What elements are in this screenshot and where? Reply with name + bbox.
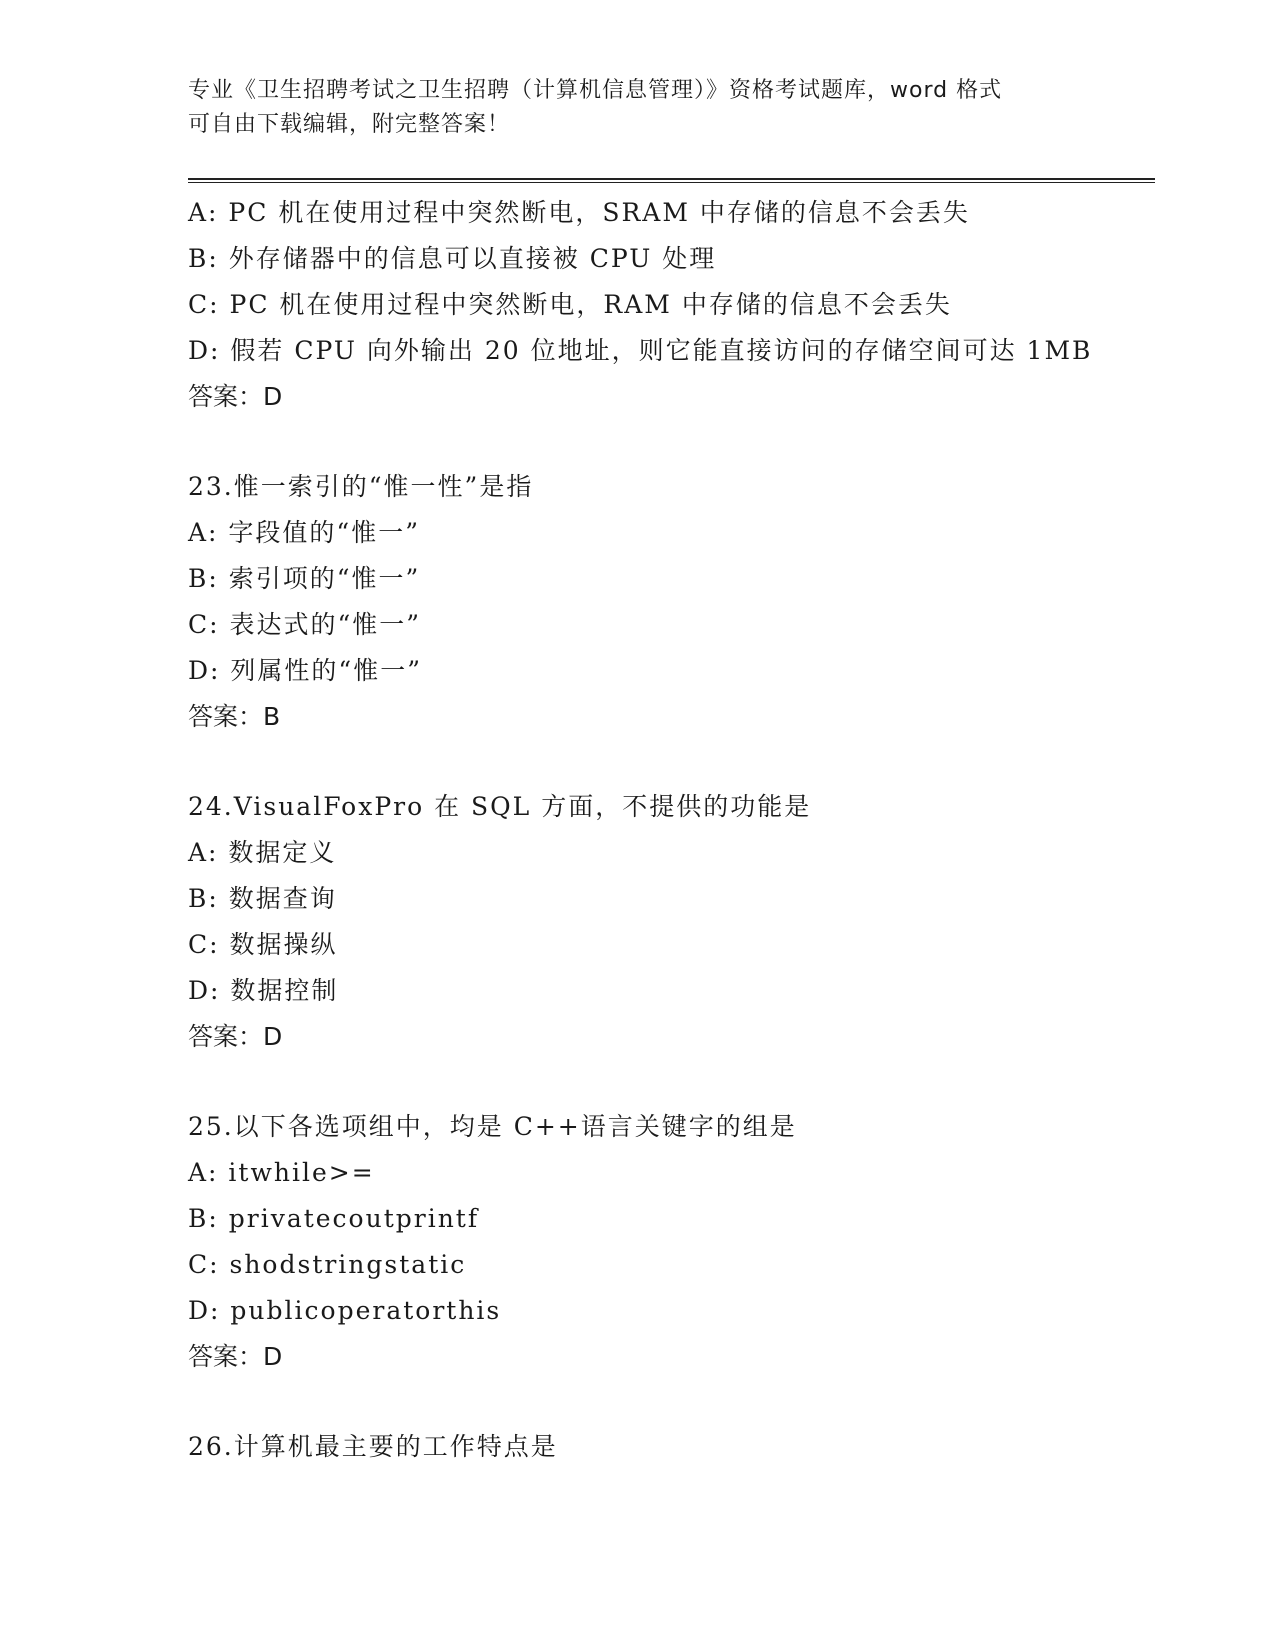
option-c: C: 表达式的“惟一” [188, 610, 422, 639]
option-a: A: 字段值的“惟一” [188, 518, 420, 547]
question-22-block [188, 190, 1188, 420]
option-c: C: PC 机在使用过程中突然断电，RAM 中存储的信息不会丢失 [188, 290, 952, 319]
question-text: 23.惟一索引的“惟一性”是指 [188, 472, 534, 501]
option-a: A: itwhile>= [188, 1158, 375, 1187]
option-b: B: privatecoutprintf [188, 1204, 480, 1233]
question-list [188, 190, 1188, 1470]
header-divider [188, 178, 1155, 183]
option-b: B: 数据查询 [188, 884, 337, 913]
option-d: D: 假若 CPU 向外输出 20 位地址，则它能直接访问的存储空间可达 1MB [188, 336, 1093, 365]
header-line-2: 可自由下载编辑，附完整答案！ [188, 112, 511, 137]
option-c: C: shodstringstatic [188, 1250, 467, 1279]
option-b: B: 索引项的“惟一” [188, 564, 421, 593]
answer-text: 答案：B [188, 702, 281, 731]
option-c: C: 数据操纵 [188, 930, 338, 959]
spacer [188, 420, 1188, 464]
question-text: 25.以下各选项组中，均是 C++语言关键字的组是 [188, 1112, 797, 1141]
question-24-block [188, 784, 1188, 1060]
option-b: B: 外存储器中的信息可以直接被 CPU 处理 [188, 244, 717, 273]
question-text: 26.计算机最主要的工作特点是 [188, 1432, 558, 1461]
option-d: D: publicoperatorthis [188, 1296, 502, 1325]
question-25-block [188, 1104, 1188, 1380]
answer-text: 答案：D [188, 1022, 283, 1051]
option-d: D: 数据控制 [188, 976, 339, 1005]
question-text: 24.VisualFoxPro 在 SQL 方面，不提供的功能是 [188, 792, 812, 821]
question-23-block [188, 464, 1188, 740]
document-header [188, 74, 1088, 142]
option-d: D: 列属性的“惟一” [188, 656, 422, 685]
spacer [188, 1380, 1188, 1424]
spacer [188, 1060, 1188, 1104]
spacer [188, 740, 1188, 784]
header-line-1: 专业《卫生招聘考试之卫生招聘（计算机信息管理）》资格考试题库，word 格式 [188, 78, 1003, 103]
answer-text: 答案：D [188, 382, 283, 411]
option-a: A: PC 机在使用过程中突然断电，SRAM 中存储的信息不会丢失 [188, 198, 970, 227]
option-a: A: 数据定义 [188, 838, 337, 867]
question-26-block [188, 1424, 1188, 1470]
answer-text: 答案：D [188, 1342, 283, 1371]
